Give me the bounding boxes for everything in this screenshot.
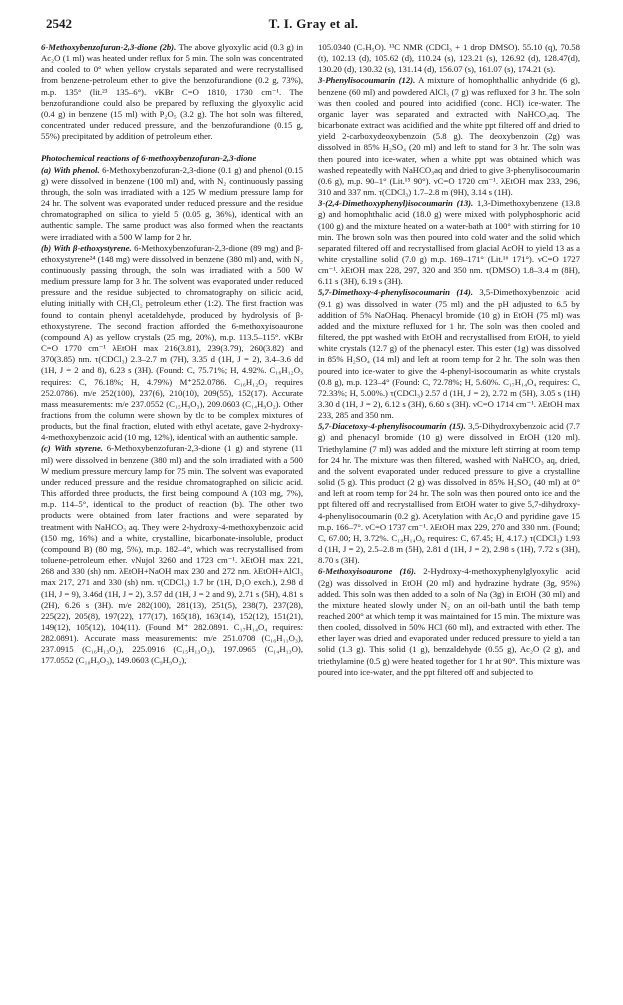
paragraph-p1 [41,42,303,142]
right-column [318,42,580,992]
paragraph-r6 [318,566,580,678]
paragraph-heading: 5,7-Dimethoxy-4-phenylisocoumarin (14). [318,287,473,298]
paragraph-heading: (b) With β-ethoxystyrene. [41,242,132,253]
left-column [41,42,303,992]
paragraph-p2 [41,153,303,164]
paragraph-text: 1,3-Dimethoxybenzene (13.8 g) and homophthalic acid (18.0 g) were mixed with polyphosphoric acid (100 g) and the mixture heated on a water-bath at 100° with stirring for 10 min. The brown soln was then poured into cold water and the solid which separated filtered off and recrystallised from glacial AcOH to yield 13 as a white crystalline solid (7.0 g) m.p. 169–171° (Lit.¹⁶ 171°). νC=O 1727 cm⁻¹. λEtOH max 228, 297, 320 and 350 nm. τ(DMSO) 1.8–3.4 m (8H), 6.11 s (3H), 6.19 s (3H). [318,198,580,287]
paragraph-heading: 3-Phenylisocoumarin (12). [318,75,416,86]
paragraph-r5 [318,421,580,566]
paragraph-text: The above glyoxylic acid (0.3 g) in Ac₂O (1 ml) was heated under reflux for 5 min. The soln was concentrated and cooled to 0° when yellow crystals separated and were recrystallised from benzene-petroleum ether to give the benzofurandione (0.2 g, 73%), m.p. 135° (lit.²³ 135–6°). νKBr C=O 1810, 1730 cm⁻¹. The benzofurandione could also be prepared by refluxing the glyoxylic acid (0.4 g) in benzene (15 ml) with P₂O₅ (3.2 g). The hot soln was filtered, concentrated under reduced pressure, and the benzofurandione (0.15 g, 55%) precipitated by addition of petroleum ether. [41,42,303,142]
page-number: 2542 [46,16,72,31]
paragraph-heading: (c) With styrene. [41,443,103,454]
paragraph-text: 6-Methoxybenzofuran-2,3-dione (89 mg) and β-ethoxystyrene²⁴ (148 mg) were dissolved in benzene (380 ml) and, with N₂ continuously passing through, the soln was irradiated with a 500 W medium pressure lamp for 3 hr. The solvent was evaporated under reduced pressure and the residue subjected to chromatography on silicic acid, eluting initially with CH₂Cl₂ petroleum ether (1:2). The first fraction was found to contain phenyl acetaldehyde, produced by hydrolysis of β-ethoxystyrene. The second fraction afforded the 6-methoxyisoaurone (compound A) as yellow crystals (25 mg, 20%), m.p. 113.5–115°. νKBr C=O 1770 cm⁻¹ λEtOH max 216(3.81), 239(3.79), 260(3.82) and 370(3.85) nm. τ(CDCl₃) 2.3–2.7 m (7H), 3.35 d (1H, J = 2), 3.4–3.6 dd (1H, J = 2 and 8), 6.23 s (3H). (Found: C, 75.71%; H, 4.92%. C₁₆H₁₂O₃ requires: C, 76.18%; H, 4.79%) M⁺252.0786. C₁₆H₁₂O₃ requires 252.0786). m/e 252(100), 237(6), 210(10), 209(55), 152(17). Accurate mass measurements: m/e 237.0552 (C₁₅H₉O₃), 209.0603 (C₁₄H₉O₂). Other fractions from the column were shown by tlc to be complex mixtures of products, but the final fraction, eluted with ethyl acetate, gave 2-hydroxy-4-methoxybenzoic acid (10 mg, 12%), identical with an authentic sample. [41,242,303,443]
paragraph-heading: 6-Methoxyisoaurone (16). [318,566,417,577]
paragraph-r2 [318,75,580,198]
paragraph-text: 2-Hydroxy-4-methoxyphenylglyoxylic acid (2g) was dissolved in EtOH (20 ml) and hydrazine hydrate (3g, 95%) added. This soln was then added to a soln of Na (3g) in EtOH (30 ml) and the mixture heated slowly under N₂ on an oil-bath until the bath temp reached 200° at which temp it was maintained for 15 min. The mixture was then cooled, dissolved in 50% HCl (60 ml), and extracted with ether. The ether layer was dried and evaporated under reduced pressure to yield a tan solid (1.3 g). This solid (1 g), benzaldehyde (0.55 g), Ac₂O (2 g), and triethylamine (0.5 g) were heated together for 1 hr at 90°. This mixture was poured into ice-water, and the ppt filtered off and subjected to [318,566,580,677]
paragraph-text: 6-Methoxybenzofuran-2,3-dione (1 g) and styrene (11 ml) were dissolved in benzene (380 ml) and the soln irradiated with a 500 W medium pressure mercury lamp for 75 min. The solvent was evaporated under reduced pressure and the residue chromatographed on silicic acid. This afforded three products, the first being compound A (103 mg, 7%), m.p. 114–5°, identical to the product of reaction (b). The other two products were obtained from later fractions and were separated by treatment with NaHCO₃ aq. They were 2-hydroxy-4-methoxybenzoic acid (150 mg, 16%) and a white, crystalline, bicarbonate-insoluble, product (compound B) (80 mg, 5%), m.p. 182–4°, which was recrystallised from toluene-petroleum ether. νNujol 3260 and 1723 cm⁻¹. λEtOH max 221, 268 and 330 (sh) nm. λEtOH+NaOH max 230 and 272 nm. λEtOH+AlCl₃ max 217, 271 and 330 (sh) nm. τ(CDCl₃) 1.7 br (1H, D₂O exch.), 2.98 d (1H, J = 9), 3.46d (1H, J = 2), 3.57 dd (1H, J = 2 and 9), 2.71 s (5H), 4.81 s (2H), 6.26 s (3H). m/e 282(100), 281(13), 251(5), 238(7), 237(28), 225(22), 205(8), 197(22), 177(17), 165(18), 163(14), 152(12), 151(21), 149(12), 105(12), 104(11). (Found M⁺ 282.0891. C₁₇H₁₄O₄ requires: 282.0891). Accurate mass measurements: m/e 251.0708 (C₁₆H₁₁O₃), 237.0915 (C₁₆H₁₃O₂), 225.0916 (C₁₅H₁₃O₂), 197.0965 (C₁₄H₁₃O), 177.0552 (C₁₀H₉O₃), 149.0603 (C₉H₉O₂), [41,443,303,666]
paragraph-heading: (a) With phenol. [41,164,100,175]
paragraph-heading: 5,7-Diacetoxy-4-phenylisocoumarin (15). [318,421,466,432]
paragraph-heading: 3-(2,4-Dimethoxyphenyl)isocoumarin (13). [318,198,474,209]
paragraph-p5 [41,443,303,666]
running-head: T. I. Gray et al. [268,16,359,31]
paragraph-r1 [318,42,580,75]
paragraph-heading: 6-Methoxybenzofuran-2,3-dione (2b). [41,42,177,52]
page-header [46,14,581,34]
paragraph-text: 3,5-Dihydroxybenzoic acid (7.7 g) and phenacyl bromide (10 g) were dissolved in EtOH (120 ml). Triethylamine (7 ml) was added and the mixture left stirring at room temp for 24 hr. The mixture was then filtered, washed with NaHCO₃ aq, dried, and the solvent evaporated under reduced pressure to give a crystalline solid (5 g). This product (2 g) was dissolved in 85% H₂SO₄ (40 ml) at 0° and left at room temp for 24 hr. The soln was then poured onto ice and the ppt filtered off and recrystallised from EtOH water to give 5,7-dihydroxy-4-phenylisocoumarin (0.2 g). Acetylation with Ac₂O and pyridine gave 15 m.p. 166–7°. νC=O 1737 cm⁻¹. λEtOH max 229, 270 and 330 nm. (Found; C, 67.00; H, 3.72%. C₁₉H₁₄O₆ requires: C, 67.45; H, 4.17.) τ(CDCl₃) 1.93 d (1H, J = 2), 2.5–2.8 m (5H), 2.81 d (1H, J = 2), 2.98 s (1H), 7.72 s (3H), 8.70 s (3H). [318,421,580,566]
paragraph-text: 6-Methoxybenzofuran-2,3-dione (0.1 g) and phenol (0.15 g) were dissolved in benzene (100 ml) and, with N₂ continuously passing through, the soln was irradiated with a 125 W medium pressure lamp for 24 hr. The solvent was evaporated under reduced pressure and the residue chromatographed on silica to yield 5 (0.05 g, 36%), identical with an authentic sample. The same product was also formed when the reactants were irradiated with a 500 W lamp for 2 hr. [41,164,303,242]
paragraph-p3 [41,165,303,243]
paragraph-r4 [318,287,580,421]
paragraph-text: 105.0340 (C₇H₅O). ¹³C NMR (CDCl₃ + 1 drop DMSO). 55.10 (q), 70.58 (t), 102.13 (d), 105.62 (d), 110.24 (s), 123.21 (s), 126.92 (d), 128.47(d), 130.20 (d), 130.32 (s), 131.14 (d), 156.07 (s), 161.07 (s), 174.21 (s). [318,42,580,75]
paragraph-text: A mixture of homophthallic anhydride (6 g), benzene (60 ml) and powdered AlCl₃ (7 g) was refluxed for 3 hr. The soln was then cooled and poured into acidified (conc. HCl) ice-water. The organic layer was separated and extracted with NaHCO₃aq. The bicarbonate extract was acidified and the white ppt filtered off and dried to yield 2-carboxydeoxybenzoin (5.8 g). The deoxybenzoin (2g) was dissolved in 85% H₂SO₄ (20 ml) and left to stand for 3 hr. The soln was then poured into ice-water, when a white ppt was obtained which was washed repeatedly with NaHCO₃aq and dried to give 3-phenylisocoumarin (0.6 g), m.p. 90–1° (Lit.¹⁵ 90°). νC=O 1720 cm⁻¹. λEtOH max 233, 296, 310 and 337 nm. τ(CDCl₃) 1.7–2.8 m (9H), 3.14 s (1H). [318,75,580,198]
paragraph-r3 [318,198,580,287]
paragraph-heading: Photochemical reactions of 6-methoxybenzofuran-2,3-dione [41,153,257,164]
paragraph-p4 [41,243,303,444]
paragraph-text: 3,5-Dimethoxybenzoic acid (9.1 g) was dissolved in water (75 ml) and the pH adjusted to 6.5 by addition of 5% NaOHaq. Phenacyl bromide (10 g) in EtOH (75 ml) was added and the mixture refluxed for 1 hr. The soln was then cooled and filtered, the ppt washed with EtOH and recrystallised from EtOH, to yield white crystals (12.7 g) of the phenacyl ester. This ester (1g) was dissolved in 85% H₂SO₄ (14 ml) and left at room temp for 2 hr. The soln was then poured into ice-water to give the 4-phenyl-isocoumarin as white crystals (0.8 g), m.p. 123–4° (Found: C, 72.78%; H, 5.60%. C₁₇H₁₄O₄ requires: C, 72.33%; H, 5.00%.) τ(CDCl₃) 2.57 d (1H, J = 2), 2.72 m (5H), 3.05 s (1H) 3.30 d (1H, J = 2), 6.12 s (3H), 6.60 s (3H). νC=O 1714 cm⁻¹. λEtOH max 233, 285 and 350 nm. [318,287,580,421]
